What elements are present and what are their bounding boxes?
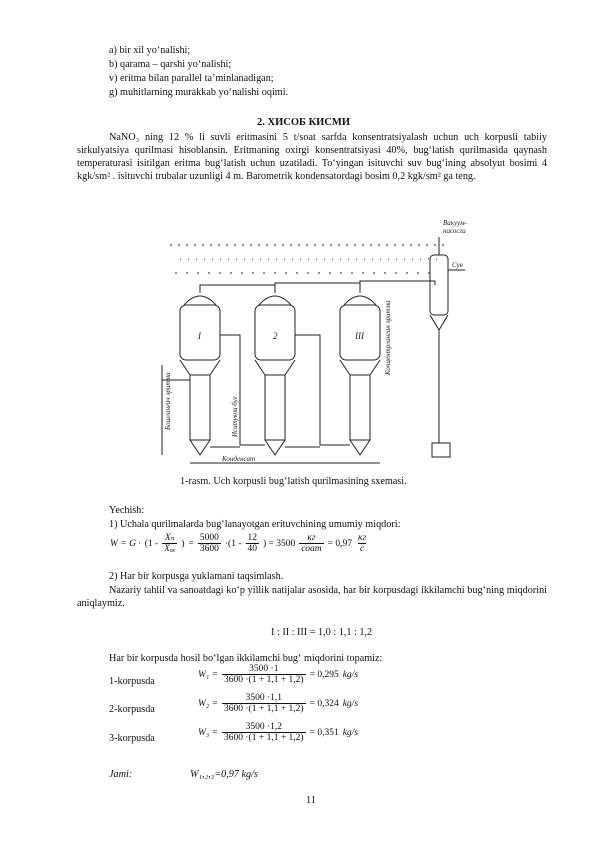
label-vessel-3: III <box>355 331 364 341</box>
label-vessel-2: 2 <box>273 331 278 341</box>
label-vessel-1: I <box>198 331 201 341</box>
intro-paragraph: NaNO₃ ning 12 % li suvli eritmasini 5 t/soat sarfda konsentratsiyalash uchun uch korpusli tabiiy sirkulyatsiya qurilmasi hisoblansin. Eritmaning oxirgi konsentratsiyasi 40%, bug‘latish qurilmasida qaynash temperaturasi isitilgan eritma bug‘latish uchun uzatiladi. To‘yingan isituvchi suv bug‘ining absolyut bosimi 4 kgk/sm² . isituvchi trubalar uzunligi 4 m. Barometrik kondensatordagi bosim 0,2 kgk/sm² ga teng. <box>77 132 547 183</box>
row-2-formula: W₂ = $\frac{3500 \cdot 1,1}{3600 \cdot(1 + 1,1 + 1,2)}$ = 0,324 kg/s <box>198 693 359 714</box>
paragraph-2: Nazariy tahlil va sanoatdagi ko‘p yillik natijalar asosida, har bir korpusdagi ikkilamchi bug‘ning miqdorini aniqlaymiz. <box>77 585 547 610</box>
label-condensate: Конденсат <box>222 455 256 463</box>
label-feed: Бошланғич эритма <box>164 372 172 430</box>
list-item-g: g) muhitlarning murakkab yo‘nalishi oqimi. <box>109 87 289 98</box>
section-title: 2. ХИСОБ КИСМИ <box>257 117 351 128</box>
label-vacuum-2: насосга <box>443 227 466 235</box>
evaporator-diagram <box>150 215 480 470</box>
step-2: 2) Har bir korpusga yuklamani taqsimlash. <box>109 571 284 582</box>
label-heating-steam: Иситувчи буғ <box>231 396 239 437</box>
ratio-line: I : II : III = 1,0 : 1,1 : 1,2 <box>271 627 373 638</box>
row-1-label: 1-korpusda <box>109 676 155 687</box>
paragraph-3: Har bir korpusda hosil bo‘lgan ikkilamchi bug‘ miqdorini topamiz: <box>109 653 383 664</box>
row-2-label: 2-korpusda <box>109 704 155 715</box>
list-item-a: a) bir xil yo‘nalishi; <box>109 45 191 56</box>
row-3-formula: W₃ = $\frac{3500 \cdot 1,2}{3600 \cdot(1 + 1,1 + 1,2)}$ = 0,351 kg/s <box>198 722 359 743</box>
step-1: 1) Uchala qurilmalarda bug‘lanayotgan erituvchining umumiy miqdori: <box>109 519 401 530</box>
row-1-formula: W₁ = $\frac{3500 \cdot 1}{3600 \cdot(1 + 1,1 + 1,2)}$ = 0,295 kg/s <box>198 664 359 685</box>
label-concentrated: Концентрланган эритма <box>384 300 392 375</box>
page-number: 11 <box>306 795 316 806</box>
total-label: Jami: <box>109 769 133 780</box>
figure-caption: 1-rasm. Uch korpusli bug‘latish qurilmasining sxemasi. <box>180 476 407 487</box>
label-vacuum-1: Вакуум- <box>443 219 467 227</box>
list-item-b: b) qarama – qarshi yo‘nalishi; <box>109 59 232 70</box>
row-3-label: 3-korpusda <box>109 733 155 744</box>
barometric-condenser <box>430 255 448 315</box>
list-item-v: v) eritma bilan parallel ta’minlanadigan; <box>109 73 274 84</box>
total-value: W₁,₂,₃=0,97 kg/s <box>190 769 258 780</box>
label-water: Сув <box>452 261 463 269</box>
formula-total-evaporation: W = G · (1 - $\frac{\text{Xₙ}}{\text{Xₒₓ}}$ ) = $\frac{5000}{3600}$ ·(1 - $\frac{12}{40}$ ) = 3500 $\frac{кг}{\text{соат}}$ = 0,97 $\frac{кг}{с}$ <box>110 533 367 554</box>
solution-heading: Yechish: <box>109 505 145 516</box>
